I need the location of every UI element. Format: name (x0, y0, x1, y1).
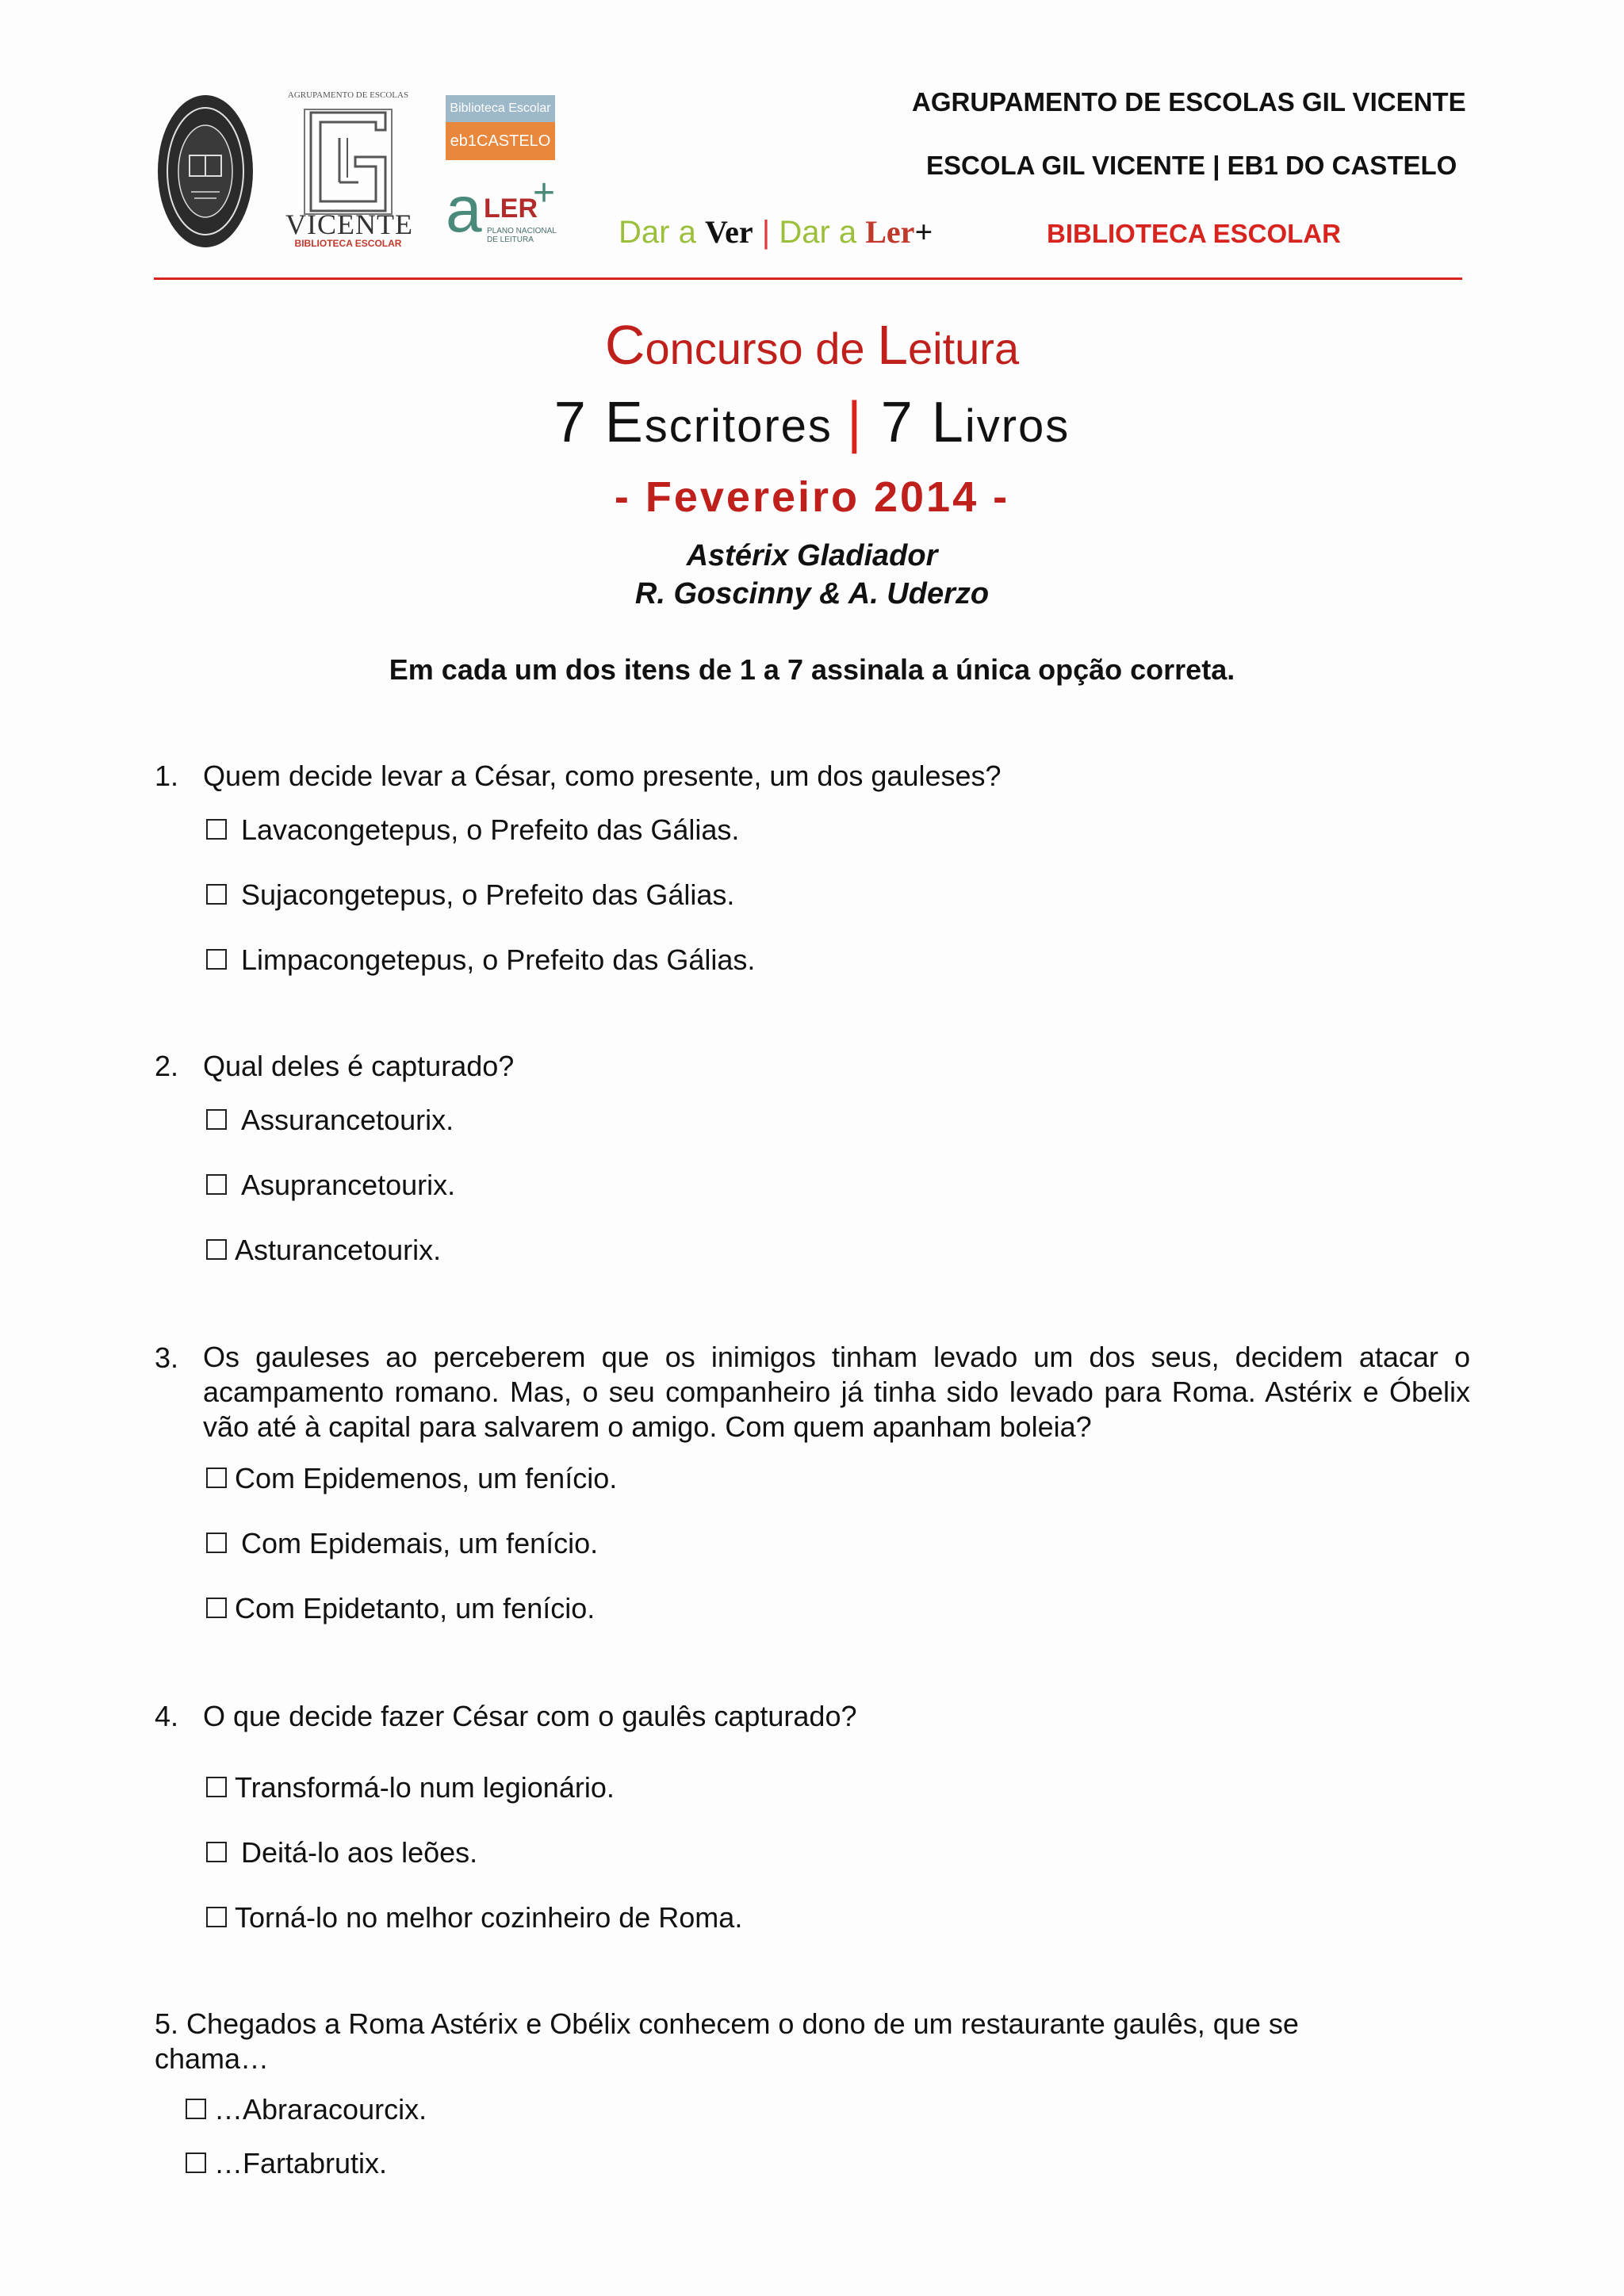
vicente-g-mark (300, 106, 396, 217)
vicente-logo-subtitle: BIBLIOTECA ESCOLAR (294, 238, 402, 249)
checkbox[interactable] (206, 1468, 227, 1488)
title-text: oncurso de (645, 323, 878, 373)
option-label: Asuprancetourix. (241, 1169, 456, 1201)
checkbox[interactable] (206, 1109, 227, 1130)
tagline (619, 212, 933, 252)
question-text: O que decide fazer César com o gaulês capturado? (203, 1700, 857, 1732)
subtitle-initial: L (931, 391, 965, 454)
question-number: 1. (155, 760, 179, 792)
question-4 (0, 1698, 1624, 1735)
subtitle-number: 7 (863, 391, 932, 454)
book-author: R. Goscinny & A. Uderzo (634, 577, 990, 610)
subtitle-text: ivros (964, 400, 1071, 452)
aler-logo (446, 172, 573, 249)
bib-logo-top-text: Biblioteca Escolar (446, 95, 555, 122)
aler-logo-pnl: PLANO NACIONAL DE LEITURA (487, 227, 557, 244)
option-label: Sujacongetepus, o Prefeito das Gálias. (241, 878, 735, 911)
checkbox[interactable] (206, 1174, 227, 1195)
school-seal-logo (155, 92, 256, 251)
title-initial: L (877, 314, 909, 376)
checkbox[interactable] (206, 1598, 227, 1618)
checkbox[interactable] (206, 1239, 227, 1260)
option-4a[interactable] (206, 1770, 615, 1806)
tagline-plus: + (914, 214, 933, 250)
title-initial: C (604, 314, 645, 376)
option-3a[interactable] (206, 1460, 617, 1497)
book-title: Astérix Gladiador (686, 539, 938, 572)
aler-logo-ler: LER (484, 193, 538, 224)
question-text: Quem decide levar a César, como presente, um dos gauleses? (203, 760, 1002, 792)
question-number: 5. (155, 2007, 179, 2040)
question-text: Os gauleses ao perceberem que os inimigos tinham levado um dos seus, decidem atacar o acampamento romano. Mas, o seu companheiro já tinha sido levado para Roma. Astérix e Óbelix vão até à capital para salvarem o amigo. Com quem apanham boleia? (203, 1341, 1470, 1443)
option-2a[interactable] (206, 1102, 454, 1138)
tagline-ler: Ler (865, 214, 915, 250)
option-1a[interactable] (206, 812, 739, 848)
question-5-continued: chama… (155, 2042, 270, 2075)
option-label: Com Epidetanto, um fenício. (235, 1592, 596, 1624)
library-heading: BIBLIOTECA ESCOLAR (1047, 219, 1341, 248)
checkbox[interactable] (206, 1777, 227, 1797)
option-5b[interactable] (186, 2145, 387, 2182)
biblioteca-escolar-logo (446, 95, 555, 162)
option-label: Com Epidemenos, um fenício. (235, 1462, 618, 1494)
question-text: Qual deles é capturado? (203, 1050, 515, 1082)
checkbox[interactable] (206, 1533, 227, 1553)
option-label: Torná-lo no melhor cozinheiro de Roma. (235, 1901, 743, 1934)
subtitle-number: 7 (553, 391, 605, 454)
instructions: Em cada um dos itens de 1 a 7 assinala a única opção correta. (389, 653, 1235, 686)
question-1 (0, 758, 1624, 794)
question-3 (0, 1340, 1624, 1451)
checkbox[interactable] (206, 1842, 227, 1862)
option-label: Limpacongetepus, o Prefeito das Gálias. (241, 943, 756, 976)
option-3c[interactable] (206, 1590, 595, 1627)
subtitle-initial: E (604, 391, 645, 454)
aler-logo-a: a (446, 174, 482, 246)
tagline-part: Dar a (619, 215, 696, 250)
bib-logo-bottom-text: eb1CASTELO (446, 122, 555, 160)
question-text: Chegados a Roma Astérix e Obélix conhecem o dono de um restaurante gaulês, que se (186, 2007, 1299, 2040)
checkbox[interactable] (206, 949, 227, 970)
vicente-library-logo (285, 90, 411, 249)
question-number: 3. (155, 1341, 179, 1374)
option-label: …Fartabrutix. (214, 2147, 388, 2179)
option-label: Asturancetourix. (235, 1234, 442, 1266)
tagline-part: Dar a (779, 215, 857, 250)
option-1b[interactable] (206, 877, 734, 913)
checkbox[interactable] (186, 2099, 206, 2119)
checkbox[interactable] (186, 2152, 206, 2173)
option-5a[interactable] (186, 2091, 427, 2128)
vicente-logo-top-text: AGRUPAMENTO DE ESCOLAS (287, 90, 409, 100)
school-group-heading: AGRUPAMENTO DE ESCOLAS GIL VICENTE (912, 87, 1466, 117)
subtitle-text: scritores (644, 400, 848, 452)
option-4b[interactable] (206, 1835, 477, 1871)
option-label: …Abraracourcix. (214, 2093, 427, 2126)
option-label: Transformá-lo num legionário. (235, 1771, 615, 1804)
tagline-separator: | (761, 215, 771, 250)
aler-logo-plus: + (533, 172, 556, 214)
option-1c[interactable] (206, 942, 755, 978)
checkbox[interactable] (206, 1907, 227, 1927)
contest-subtitle (0, 387, 1624, 462)
option-label: Deitá-lo aos leões. (241, 1836, 478, 1869)
checkbox[interactable] (206, 884, 227, 905)
question-number: 4. (155, 1700, 179, 1732)
question-number: 2. (155, 1050, 179, 1082)
checkbox[interactable] (206, 819, 227, 840)
contest-date: - Fevereiro 2014 - (614, 473, 1010, 521)
option-label: Com Epidemais, um fenício. (241, 1527, 599, 1559)
option-label: Assurancetourix. (241, 1104, 454, 1136)
question-2 (0, 1048, 1624, 1085)
vicente-logo-name: VICENTE (285, 209, 413, 240)
contest-title (0, 314, 1624, 377)
question-5 (155, 2006, 1299, 2042)
tagline-ver: Ver (704, 214, 753, 250)
schools-heading: ESCOLA GIL VICENTE | EB1 DO CASTELO (926, 151, 1457, 180)
option-2b[interactable] (206, 1167, 455, 1203)
option-3b[interactable] (206, 1525, 598, 1562)
option-4c[interactable] (206, 1900, 742, 1936)
title-text: eitura (908, 323, 1020, 373)
subtitle-separator: | (847, 391, 864, 454)
option-label: Lavacongetepus, o Prefeito das Gálias. (241, 813, 740, 846)
option-2c[interactable] (206, 1232, 441, 1269)
header-divider (154, 277, 1462, 280)
